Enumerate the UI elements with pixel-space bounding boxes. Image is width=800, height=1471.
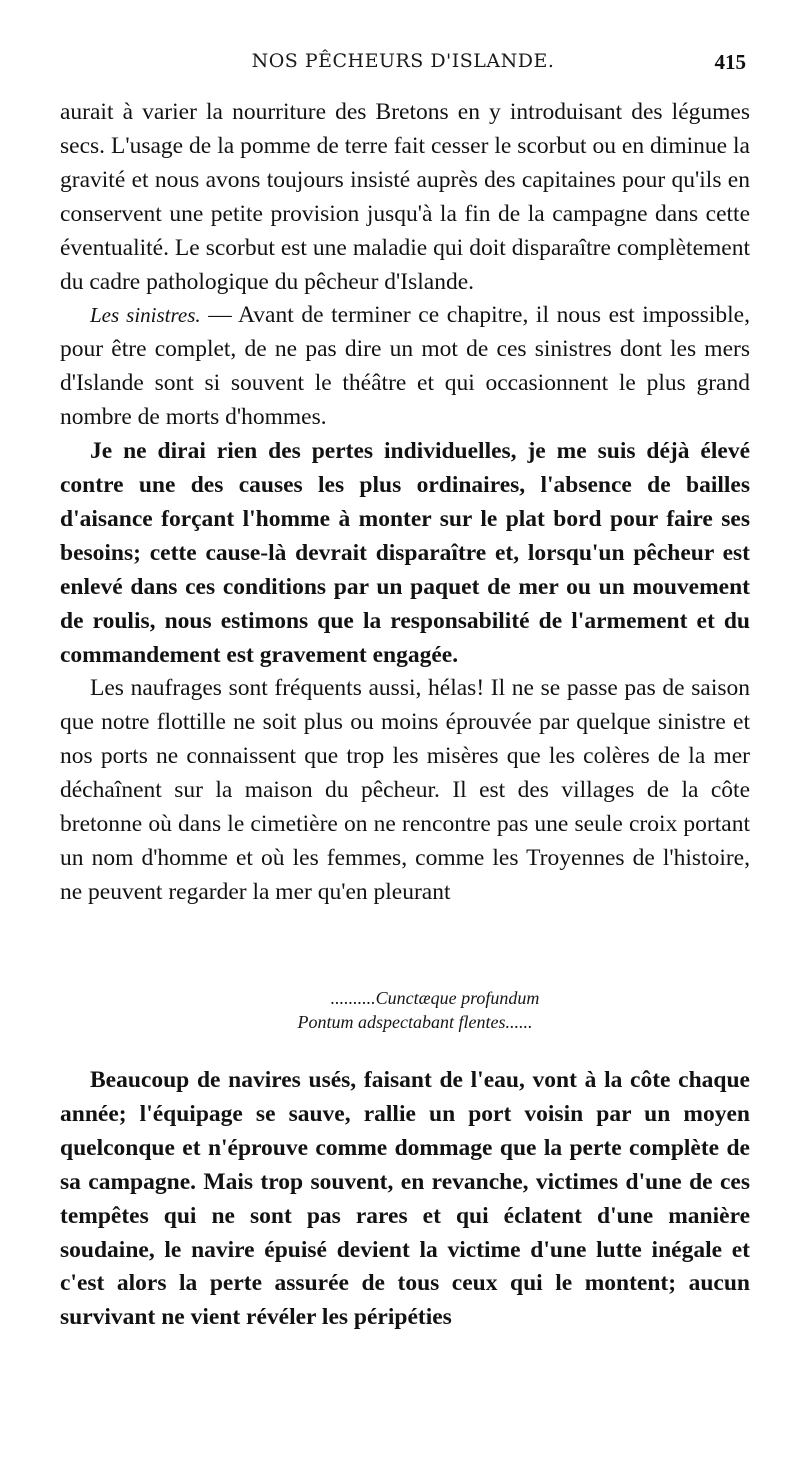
paragraph-naufrages: Les naufrages sont fréquents aussi, hélas! Il ne se passe pas de saison que notre flottille ne soit plus ou moins éprouvée par quelque sinistre et nos ports ne connaissent que trop les misères que les colères de la mer déchaînent sur la maison du pêcheur. Il est des villages de la côte bretonne où dans le cimetière on ne rencontre pas une seule croix portant un nom d'homme et où les femmes, comme les Troyennes de l'histoire, ne peuvent regarder la mer qu'en pleurant [60, 675, 750, 905]
page-number: 415 [714, 50, 746, 74]
paragraph-pertes-individuelles: Je ne dirai rien des pertes individuelles, je me suis déjà élevé contre une des causes les plus ordinaires, l'absence de bailles d'aisance forçant l'homme à monter sur le plat bord pour faire ses besoins; cette cause-là devrait disparaître et, lorsqu'un pêcheur est enlevé dans ces conditions par un paquet de mer ou un mouvement de roulis, nous estimons que la responsabilité de l'armement et du commandement est gravement engagée. [60, 438, 750, 668]
paragraph-sinistres [60, 299, 750, 435]
paragraph-scorbut: aurait à varier la nourriture des Bretons en y introduisant des légumes secs. L'usage de la pomme de terre fait cesser le scorbut ou en diminue la gravité et nous avons toujours insisté auprès des capitaines pour qu'ils en conservent une petite provision jusqu'à la fin de la campagne dans cette éventualité. Le scorbut est une maladie qui doit disparaître complètement du cadre pathologique du pêcheur d'Islande. [60, 99, 750, 295]
text-block-upper [60, 96, 750, 910]
latin-quotation [60, 986, 750, 1034]
paragraph-sinistres-text: — Avant de terminer ce chapitre, il nous est impossible, pour être complet, de ne pas dire un mot de ces sinistres dont les mers d'Islande sont si souvent le théâtre et qui occasionnent le plus grand nombre de morts d'hommes. [60, 302, 750, 431]
running-title: NOS PÊCHEURS D'ISLANDE. [251, 50, 555, 72]
section-title-sinistres: Les sinistres. [90, 303, 201, 328]
quote-line-1: ..........Cunctæque profundum [330, 988, 540, 1008]
quote-line-2: Pontum adspectabant flentes...... [297, 1012, 533, 1032]
running-head [60, 50, 746, 82]
text-block-lower [60, 1064, 750, 1335]
paragraph-navires-uses: Beaucoup de navires usés, faisant de l'eau, vont à la côte chaque année; l'équipage se sauve, rallie un port voisin par un moyen quelconque et n'éprouve comme dommage que la perte complète de sa campagne. Mais trop souvent, en revanche, victimes d'une de ces tempêtes qui ne sont pas rares et qui éclatent d'une manière soudaine, le navire épuisé devient la victime d'une lutte inégale et c'est alors la perte assurée de tous ceux qui le montent; aucun survivant ne vient révéler les péripéties [60, 1067, 750, 1331]
